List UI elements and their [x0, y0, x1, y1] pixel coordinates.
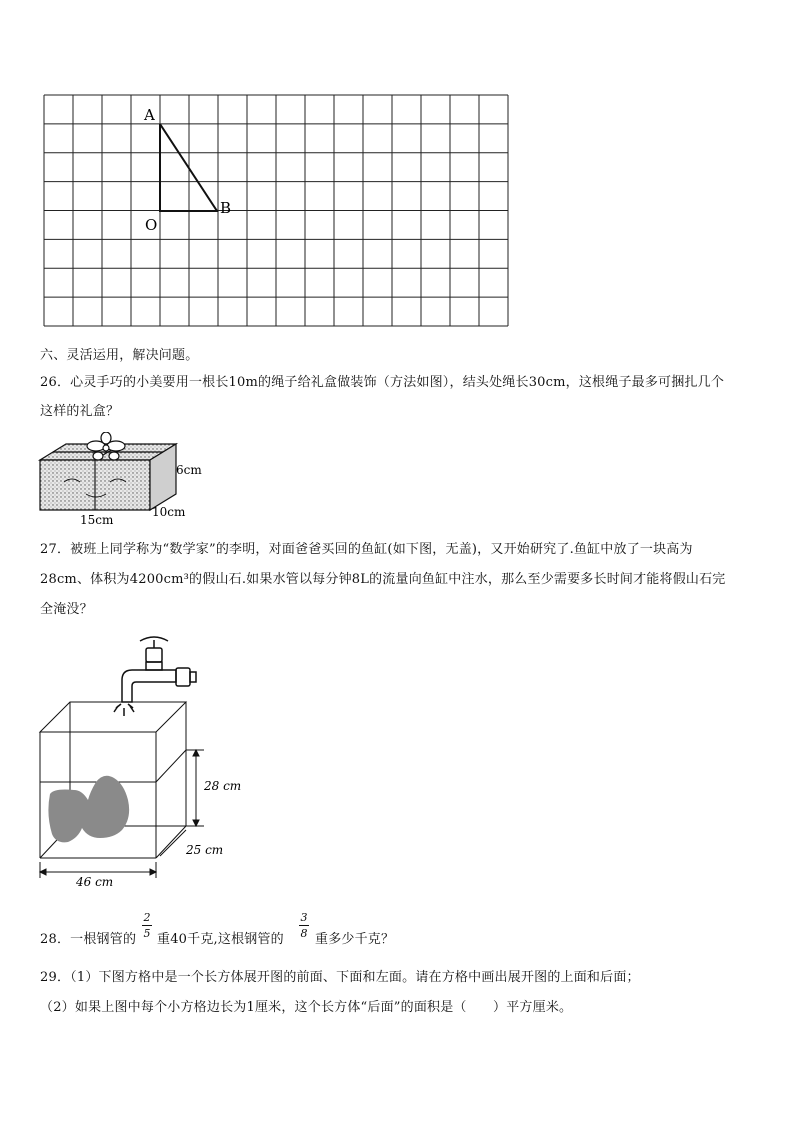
- grid-lines: [44, 95, 508, 326]
- section-heading: 六、灵活运用，解决问题。: [40, 348, 199, 363]
- grid-figure: [40, 92, 512, 332]
- rock-shape: [48, 776, 129, 843]
- label-o: O: [145, 216, 158, 234]
- tank-dim-length: 46 cm: [76, 875, 114, 889]
- q26-line1: 26．心灵手巧的小美要用一根长10m的绳子给礼盒做装饰（方法如图），结头处绳长30cm，这根绳子最多可捆扎几个: [40, 375, 725, 390]
- q28-part2: 重40千克,这根钢管的: [157, 932, 284, 947]
- label-b: B: [220, 199, 232, 217]
- dim-height: 6cm: [176, 463, 202, 477]
- q28-fraction-1: [142, 911, 152, 940]
- fish-tank-figure: [36, 632, 266, 894]
- q27-line2: 28cm、体积为4200cm³的假山石.如果水管以每分钟8L的流量向鱼缸中注水，那么至少需要多长时间才能将假山石完: [40, 572, 726, 587]
- q28-frac2-den: 8: [300, 927, 308, 940]
- dim-width: 10cm: [152, 505, 186, 519]
- gift-box-figure: [36, 432, 216, 528]
- label-a: A: [144, 106, 155, 124]
- q27-line1: 27．被班上同学称为“数学家”的李明，对面爸爸买回的鱼缸(如下图，无盖)，又开始研究了.鱼缸中放了一块高为: [40, 542, 693, 557]
- q28-fraction-2: [299, 911, 309, 940]
- q29-line2: （2）如果上图中每个小方格边长为1厘米，这个长方体“后面”的面积是（ ）平方厘米。: [40, 1000, 573, 1015]
- tank-dim-width: 25 cm: [186, 843, 224, 857]
- q28-part3: 重多少千克？: [315, 932, 395, 947]
- q28-frac1-den: 5: [143, 927, 151, 940]
- q27-line3: 全淹没？: [40, 602, 93, 617]
- q28-frac2-num: 3: [300, 911, 308, 924]
- q29-line1: 29．（1）下图方格中是一个长方体展开图的前面、下面和左面。请在方格中画出展开图的上面和后面；: [40, 970, 640, 985]
- q26-line2: 这样的礼盒？: [40, 404, 120, 419]
- dim-length: 15cm: [80, 513, 114, 527]
- tank-dim-height: 28 cm: [204, 779, 242, 793]
- q28-frac1-num: 2: [143, 911, 151, 924]
- q28-part1: 28．一根钢管的: [40, 932, 137, 947]
